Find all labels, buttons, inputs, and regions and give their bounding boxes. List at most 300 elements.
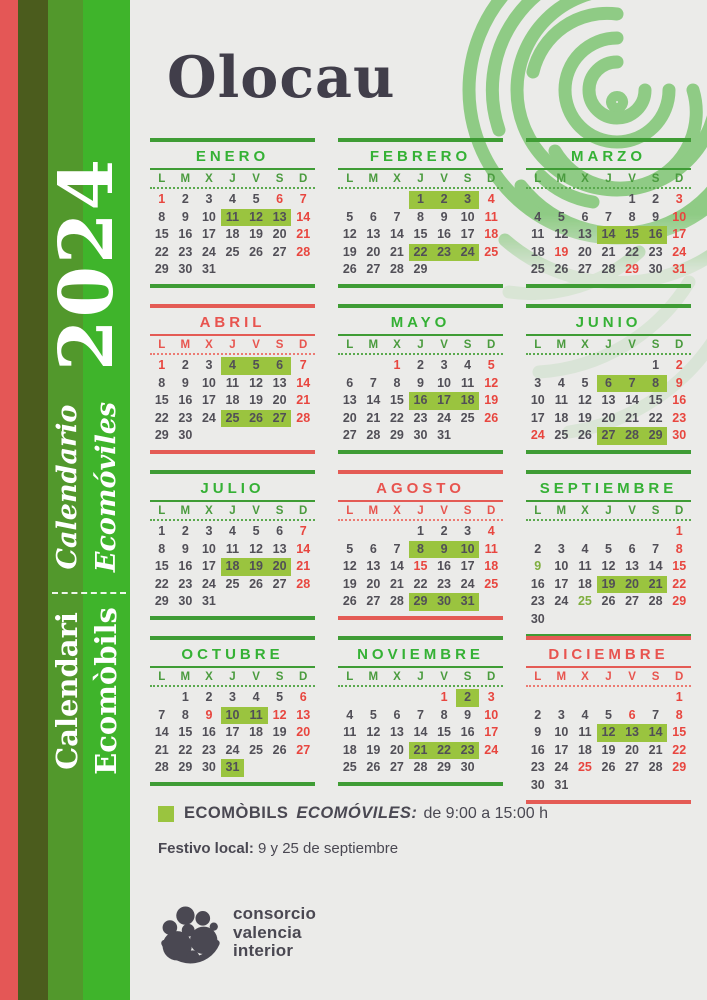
day-grid	[338, 523, 503, 611]
day-cell: 3	[464, 524, 472, 538]
day-cell-empty	[526, 191, 550, 209]
weekday-label: L	[534, 173, 542, 185]
weekday-dotted-rule	[150, 685, 315, 687]
month-top-bar	[526, 138, 691, 142]
day-cell: 14	[625, 393, 640, 408]
month-bottom-bar	[526, 450, 691, 454]
day-cell: 31	[201, 262, 216, 277]
day-cell-holiday: 6	[299, 690, 307, 704]
day-cell-ecomobils: 2	[456, 689, 480, 707]
day-cell-ecomobils: 1	[409, 191, 433, 209]
month-title: DICIEMBRE	[548, 646, 669, 663]
day-cell: 8	[158, 541, 166, 556]
weekday-row	[338, 502, 503, 519]
weekday-label: D	[487, 339, 496, 351]
circles-cluster-icon	[158, 901, 222, 965]
day-cell: 9	[440, 209, 448, 224]
day-cell: 31	[437, 428, 452, 443]
day-cell-empty	[620, 689, 644, 707]
day-cell: 3	[557, 541, 565, 556]
day-cell: 3	[205, 358, 213, 372]
weekday-label: S	[463, 339, 472, 351]
weekday-label: S	[651, 173, 660, 185]
day-cell: 5	[346, 209, 354, 224]
day-cell: 19	[249, 227, 264, 242]
day-cell-empty	[597, 191, 621, 209]
weekday-label: J	[605, 339, 612, 351]
legend-label-es: ECOMÓVILES:	[296, 804, 418, 822]
day-cell-ecomobils: 23	[432, 244, 456, 262]
day-cell: 2	[181, 524, 189, 538]
day-cell-empty	[550, 523, 574, 541]
day-cell: 2	[181, 192, 189, 206]
day-cell: 27	[366, 594, 381, 609]
day-cell: 29	[413, 262, 428, 277]
day-cell: 17	[554, 576, 569, 591]
day-cell-holiday: 1	[675, 524, 683, 538]
day-cell: 14	[389, 559, 404, 574]
day-cell: 14	[413, 725, 428, 740]
day-cell: 21	[601, 244, 616, 259]
day-cell: 5	[605, 541, 612, 556]
weekday-label: J	[229, 671, 236, 683]
day-cell: 28	[648, 760, 663, 775]
weekday-row	[338, 170, 503, 187]
weekday-label: M	[180, 173, 191, 185]
day-cell-ecomobils: 27	[597, 427, 621, 445]
day-cell-ecomobils: 17	[432, 392, 456, 410]
day-cell-holiday: 23	[672, 410, 687, 425]
day-cell-empty	[338, 191, 362, 209]
weekday-label: D	[299, 173, 308, 185]
day-cell-empty	[597, 523, 621, 541]
weekday-row	[150, 170, 315, 187]
day-cell-holiday: 7	[299, 192, 307, 206]
weekday-row	[338, 336, 503, 353]
day-cell-holiday: 17	[672, 227, 687, 242]
day-cell: 22	[648, 410, 663, 425]
month-bottom-bar	[150, 782, 315, 786]
day-cell: 27	[342, 428, 357, 443]
day-cell: 8	[440, 707, 448, 722]
day-cell: 27	[577, 262, 592, 277]
weekday-label: L	[534, 339, 542, 351]
month-top-bar	[150, 470, 315, 474]
day-cell: 10	[201, 541, 216, 556]
month-title: JULIO	[200, 480, 265, 497]
day-cell: 30	[530, 611, 545, 626]
day-cell-ecomobils: 20	[620, 576, 644, 594]
weekday-label: D	[487, 505, 496, 517]
day-cell: 15	[154, 559, 169, 574]
day-cell: 18	[530, 244, 545, 259]
month-top-bar	[150, 636, 315, 640]
day-cell-empty	[385, 523, 409, 541]
day-cell-ecomobils: 7	[620, 375, 644, 393]
day-cell: 17	[530, 410, 545, 425]
day-cell: 14	[366, 393, 381, 408]
day-cell: 4	[581, 541, 589, 556]
day-cell: 24	[437, 410, 452, 425]
day-cell-empty	[338, 689, 362, 707]
day-cell-ecomobils: 18	[221, 558, 245, 576]
weekday-label: X	[205, 505, 213, 517]
day-cell-empty	[150, 689, 174, 707]
weekday-row	[526, 336, 691, 353]
day-cell: 16	[460, 725, 475, 740]
weekday-label: D	[487, 173, 496, 185]
day-cell-ecomobils: 14	[644, 724, 668, 742]
day-cell: 7	[393, 209, 401, 224]
day-cell-empty	[362, 523, 386, 541]
weekday-dotted-rule	[150, 353, 315, 355]
day-cell-local-holiday: 25	[577, 594, 592, 609]
day-cell: 20	[272, 227, 287, 242]
day-cell: 31	[554, 777, 569, 792]
day-cell-holiday: 20	[296, 725, 311, 740]
day-cell-holiday: 9	[205, 707, 213, 722]
day-cell: 17	[201, 393, 216, 408]
day-cell: 18	[577, 742, 592, 757]
day-cell: 9	[534, 725, 542, 740]
day-cell-holiday: 15	[672, 559, 687, 574]
month-title: MARZO	[571, 148, 646, 165]
day-cell: 7	[158, 707, 166, 722]
day-cell: 4	[346, 707, 354, 722]
day-cell: 7	[605, 209, 612, 224]
month-top-bar	[150, 138, 315, 142]
day-cell: 19	[249, 393, 264, 408]
day-cell: 13	[366, 559, 381, 574]
day-cell: 29	[178, 760, 193, 775]
day-cell: 30	[460, 760, 475, 775]
day-cell: 17	[554, 742, 569, 757]
day-cell: 29	[389, 428, 404, 443]
day-cell: 4	[229, 524, 236, 538]
day-cell: 5	[252, 192, 260, 206]
day-cell: 13	[272, 541, 287, 556]
day-cell: 25	[460, 410, 475, 425]
day-cell: 22	[154, 244, 169, 259]
day-cell: 6	[628, 541, 636, 556]
day-cell: 12	[249, 541, 264, 556]
day-cell: 6	[393, 707, 401, 722]
day-cell: 17	[460, 227, 475, 242]
day-cell-holiday: 10	[672, 209, 687, 224]
consorcio-logo	[158, 901, 316, 965]
month-bottom-bar	[526, 284, 691, 288]
day-cell-ecomobils: 4	[221, 357, 245, 375]
day-cell: 22	[625, 244, 640, 259]
day-cell: 23	[201, 742, 216, 757]
day-cell: 28	[366, 428, 381, 443]
day-cell-ecomobils: 16	[409, 392, 433, 410]
day-cell: 27	[625, 594, 640, 609]
weekday-label: X	[393, 173, 401, 185]
month-title: MAYO	[390, 314, 451, 331]
day-cell-local-holiday: 9	[534, 559, 542, 574]
weekday-dotted-rule	[526, 187, 691, 189]
day-cell: 23	[530, 760, 545, 775]
day-cell-empty	[644, 689, 668, 707]
day-grid	[150, 357, 315, 445]
day-cell-empty	[550, 689, 574, 707]
day-cell: 25	[342, 760, 357, 775]
day-cell: 11	[225, 541, 240, 556]
weekday-label: M	[556, 505, 567, 517]
weekday-dotted-rule	[150, 187, 315, 189]
day-cell-holiday: 1	[440, 690, 448, 704]
month-top-bar	[338, 636, 503, 640]
day-cell-holiday: 25	[484, 576, 499, 591]
day-cell: 14	[648, 559, 663, 574]
day-cell-ecomobils: 5	[244, 357, 268, 375]
weekday-label: J	[605, 505, 612, 517]
day-cell: 31	[201, 594, 216, 609]
day-cell-empty	[338, 523, 362, 541]
day-cell: 9	[464, 707, 472, 722]
day-cell-holiday: 24	[672, 244, 687, 259]
day-cell-empty	[573, 357, 597, 375]
day-cell-holiday: 28	[296, 244, 311, 259]
day-cell-holiday: 21	[296, 227, 311, 242]
month-top-bar	[338, 470, 503, 474]
day-cell: 2	[417, 358, 424, 372]
day-cell: 8	[158, 375, 166, 390]
logo-line3: interior	[233, 941, 294, 961]
day-cell: 3	[534, 375, 542, 390]
day-cell: 22	[178, 742, 193, 757]
day-cell: 21	[648, 742, 663, 757]
legend-festivo-line	[158, 840, 548, 857]
sidebar-phrase-es	[48, 388, 128, 586]
months-grid	[150, 138, 691, 802]
month-top-bar	[338, 138, 503, 142]
day-cell: 15	[154, 393, 169, 408]
day-cell: 8	[417, 209, 424, 224]
day-cell-holiday: 1	[158, 192, 166, 206]
day-cell-ecomobils: 11	[244, 707, 268, 725]
day-cell-empty	[550, 357, 574, 375]
day-cell: 12	[601, 559, 616, 574]
day-cell-holiday: 7	[299, 524, 307, 538]
day-cell: 24	[201, 244, 216, 259]
day-cell: 23	[178, 576, 193, 591]
weekday-label: S	[651, 505, 660, 517]
weekday-label: D	[299, 505, 308, 517]
day-cell: 22	[154, 410, 169, 425]
day-cell-ecomobils: 19	[244, 558, 268, 576]
day-cell-empty	[620, 523, 644, 541]
day-cell: 6	[276, 524, 284, 538]
day-cell: 16	[178, 393, 193, 408]
weekday-label: M	[368, 671, 379, 683]
day-cell: 3	[205, 192, 213, 206]
weekday-dotted-rule	[526, 685, 691, 687]
weekday-label: M	[556, 671, 567, 683]
weekday-label: S	[463, 173, 472, 185]
day-cell: 9	[181, 541, 189, 556]
day-cell-empty	[526, 523, 550, 541]
day-cell: 9	[181, 209, 189, 224]
day-cell-empty	[338, 357, 362, 375]
sidebar-phrase-ca-line1: Calendari	[50, 612, 84, 770]
month-bottom-bar	[526, 800, 691, 804]
month-septiembre	[526, 470, 691, 638]
logo-line2: valencia	[233, 922, 302, 942]
month-title: NOVIEMBRE	[357, 646, 484, 663]
festivo-label: Festivo local:	[158, 840, 254, 857]
weekday-label: X	[581, 505, 589, 517]
day-cell: 10	[530, 393, 545, 408]
day-cell-ecomobils: 22	[409, 244, 433, 262]
weekday-label: D	[299, 339, 308, 351]
day-cell: 9	[417, 375, 424, 390]
day-cell-holiday: 9	[675, 375, 683, 390]
sidebar-phrase-es-line1: Calendario	[52, 404, 83, 570]
weekday-label: S	[275, 339, 284, 351]
weekday-label: J	[229, 505, 236, 517]
weekday-label: X	[393, 671, 401, 683]
day-cell: 11	[531, 227, 545, 242]
day-cell-empty	[362, 191, 386, 209]
day-cell: 17	[225, 725, 240, 740]
day-cell-ecomobils: 8	[409, 541, 433, 559]
weekday-label: D	[675, 173, 684, 185]
day-cell: 25	[554, 428, 569, 443]
day-cell-ecomobils: 13	[620, 724, 644, 742]
day-cell: 19	[601, 742, 616, 757]
day-cell: 16	[178, 559, 193, 574]
day-cell: 21	[389, 576, 404, 591]
day-cell: 16	[201, 725, 216, 740]
day-cell: 6	[581, 209, 589, 224]
sidebar-dotted-divider	[52, 592, 126, 594]
day-cell: 10	[554, 725, 569, 740]
day-cell: 19	[366, 742, 381, 757]
weekday-label: M	[368, 339, 379, 351]
day-cell: 18	[249, 725, 264, 740]
weekday-label: S	[463, 671, 472, 683]
day-cell: 12	[366, 725, 381, 740]
weekday-label: S	[651, 339, 660, 351]
day-cell: 4	[534, 209, 542, 224]
weekday-label: M	[368, 173, 379, 185]
day-cell: 18	[554, 410, 569, 425]
day-cell: 28	[648, 594, 663, 609]
day-cell: 1	[628, 192, 636, 206]
day-cell: 30	[530, 777, 545, 792]
eco-swatch-icon	[158, 806, 174, 822]
day-cell: 24	[201, 576, 216, 591]
day-cell: 2	[534, 541, 542, 556]
month-bottom-bar	[338, 782, 503, 786]
day-cell: 9	[181, 375, 189, 390]
month-febrero	[338, 138, 503, 288]
day-cell-holiday: 1	[393, 358, 401, 372]
day-cell-ecomobils: 10	[456, 541, 480, 559]
day-cell-empty	[526, 689, 550, 707]
weekday-row	[526, 502, 691, 519]
day-cell: 8	[393, 375, 401, 390]
day-cell-holiday: 17	[484, 725, 499, 740]
day-cell-empty	[573, 689, 597, 707]
day-cell-holiday: 1	[675, 690, 683, 704]
weekday-label: M	[180, 505, 191, 517]
day-cell: 30	[178, 262, 193, 277]
day-cell: 5	[369, 707, 377, 722]
day-cell: 7	[417, 707, 424, 722]
weekday-label: J	[417, 671, 424, 683]
month-title: OCTUBRE	[181, 646, 284, 663]
day-cell: 23	[413, 410, 428, 425]
day-cell: 30	[413, 428, 428, 443]
day-cell: 16	[437, 227, 452, 242]
day-cell: 28	[389, 594, 404, 609]
weekday-label: J	[229, 173, 236, 185]
weekday-row	[526, 668, 691, 685]
day-cell: 18	[342, 742, 357, 757]
day-cell: 5	[581, 375, 589, 390]
day-cell: 3	[229, 690, 236, 704]
month-diciembre	[526, 636, 691, 804]
day-cell-holiday: 8	[675, 707, 683, 722]
day-cell: 17	[460, 559, 475, 574]
day-cell-ecomobils: 31	[221, 759, 245, 777]
day-cell-ecomobils: 24	[456, 244, 480, 262]
weekday-label: J	[605, 671, 612, 683]
day-cell: 2	[440, 524, 448, 538]
day-cell: 11	[225, 375, 240, 390]
weekday-label: X	[581, 339, 589, 351]
day-cell: 13	[366, 227, 381, 242]
sidebar-phrase-ca	[48, 602, 128, 780]
day-cell-holiday: 25	[577, 760, 592, 775]
weekday-label: M	[556, 173, 567, 185]
day-cell: 19	[577, 410, 592, 425]
day-cell: 8	[628, 209, 636, 224]
day-cell-holiday: 28	[296, 576, 311, 591]
month-top-bar	[526, 470, 691, 474]
day-cell: 4	[464, 358, 472, 372]
legend-eco-line	[158, 804, 548, 823]
day-cell: 20	[601, 410, 616, 425]
weekday-label: L	[346, 173, 354, 185]
day-cell: 10	[437, 375, 452, 390]
day-cell-ecomobils: 6	[268, 357, 292, 375]
day-cell-holiday: 27	[296, 742, 311, 757]
day-cell: 29	[437, 760, 452, 775]
day-cell-holiday: 8	[675, 541, 683, 556]
day-grid	[150, 689, 315, 777]
weekday-label: L	[346, 339, 354, 351]
day-cell: 12	[342, 559, 357, 574]
page-title: Olocau	[167, 44, 396, 111]
day-cell-empty	[550, 191, 574, 209]
day-cell-ecomobils: 29	[409, 593, 433, 611]
day-cell: 4	[252, 690, 260, 704]
day-cell: 19	[272, 725, 287, 740]
day-cell: 24	[201, 410, 216, 425]
weekday-label: X	[393, 339, 401, 351]
day-cell-ecomobils: 20	[268, 558, 292, 576]
day-cell-holiday: 11	[484, 209, 498, 224]
day-cell: 16	[530, 742, 545, 757]
day-grid	[338, 191, 503, 279]
sidebar-phrase-es-line2: Ecomóviles	[91, 401, 122, 573]
weekday-dotted-rule	[526, 519, 691, 521]
weekday-label: L	[534, 505, 542, 517]
